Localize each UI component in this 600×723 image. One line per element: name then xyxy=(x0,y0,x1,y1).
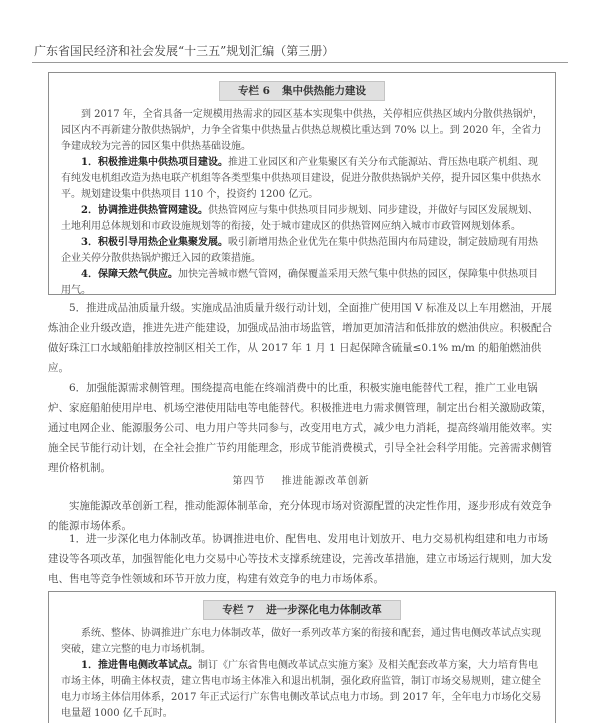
running-header: 广东省国民经济和社会发展“十三五”规划汇编（第三册） xyxy=(34,44,335,58)
box-item-head: 2．协调推进供热管网建设。 xyxy=(81,205,208,216)
box-item xyxy=(61,203,543,235)
paragraph: 6．加强能源需求侧管理。围绕提高电能在终端消费中的比重，积极实施电能替代工程，推广工业电锅炉、家庭船舶使用岸电、机场空港使用陆电等电能替代。积极推进电力需求侧管理，制定出台相关激励政策，通过电网企业、能源服务公司、电力用户等共同参与，改变用电方式，减少电力消耗，提高终端用能效率。实施全民节能行动计划，在全社会推广节约用能理念，形成节能消费模式，引导全社会科学用能。完善需求侧管理价格机制。 xyxy=(48,382,552,474)
column-box-7-title xyxy=(203,600,400,620)
column-label: 专栏 7 xyxy=(222,604,255,616)
box-item-text: 加快完善城市燃气管网，确保覆盖采用天然气集中供热的园区，保障集中供热项目用气。 xyxy=(61,269,538,296)
box-item xyxy=(61,235,543,267)
body-text xyxy=(48,529,554,589)
paragraph: 实施能源改革创新工程，推动能源体制革命，充分体现市场对资源配置的决定性作用，逐步形成有效竞争的能源市场体系。 xyxy=(48,500,552,532)
header-rule xyxy=(32,62,568,63)
box-item-text: 供热管网应与集中供热项目同步规划、同步建设，并做好与园区发展规划、土地利用总体规划和市政设施规划等的衔接，处于城市建成区的供热管网应纳入城市市政管网规划体系。 xyxy=(61,205,538,232)
column-box-6-title xyxy=(219,81,385,101)
box-intro: 系统、整体、协调推进广东电力体制改革，做好一系列改革方案的衔接和配套，通过售电侧改革试点实现突破，建立完整的电力市场机制。 xyxy=(61,628,541,655)
box-item-text: 制订《广东省售电侧改革试点实施方案》及相关配套改革方案，大力培育售电市场主体，明确主体权责，建立售电市场主体准入和退出机制，强化政府监管，制订市场交易规则，建立健全电力市场主体信用体系，2017 年正式运行广东售电侧改革试点电力市场。到 2017 年，全年电力市场化交易电量超 1000 亿千瓦时。 xyxy=(61,660,542,719)
box-item-head: 1．推进售电侧改革试点。 xyxy=(81,660,198,671)
box-item xyxy=(61,267,543,299)
body-text xyxy=(48,298,554,478)
paragraph: 1．进一步深化电力体制改革。协调推进电价、配售电、发用电计划放开、电力交易机构组建和电力市场建设等各项改革，加强智能化电力交易中心等技术支撑系统建设，完善改革措施，建立市场运行规则，加大发电、售电等竞争性领域和环节开放力度，构建有效竞争的电力市场体系。 xyxy=(48,533,552,585)
column-title: 集中供热能力建设 xyxy=(281,85,366,97)
box-intro: 到 2017 年，全省具备一定规模用热需求的园区基本实现集中供热，关停相应供热区域内分散供热锅炉，园区内不再新建分散供热锅炉，力争全省集中供热量占供热总规模比重达到 70% 以上。到 2020 年，全省力争建成较为完善的园区集中供热基础设施。 xyxy=(61,109,543,152)
column-box-6 xyxy=(48,72,556,295)
column-title: 进一步深化电力体制改革 xyxy=(266,604,382,616)
section-heading xyxy=(48,472,554,487)
box-item-text: 吸引新增用热企业优先在集中供热范围内布局建设，制定鼓励现有用热企业关停分散供热锅炉搬迁入园的政策措施。 xyxy=(61,237,538,264)
column-box-7 xyxy=(48,591,556,723)
section-title: 推进能源改革创新 xyxy=(281,476,370,487)
box-item xyxy=(61,658,543,722)
box-item-head: 3．积极引导用热企业集聚发展。 xyxy=(81,237,228,248)
box-item xyxy=(61,155,543,203)
section-label: 第四节 xyxy=(232,476,266,487)
box-item-head: 4．保障天然气供应。 xyxy=(81,269,178,280)
column-label: 专栏 6 xyxy=(238,85,270,97)
box-item-head: 1．积极推进集中供热项目建设。 xyxy=(81,157,228,168)
box-item-text: 推进工业园区和产业集聚区有关分布式能源站、背压热电联产机组、现有纯发电机组改造为热电联产机组等各类型集中供热项目建设，促进分散供热锅炉关停，提升园区集中供热水平。规划建设集中供热项目 110 个，投资约 1200 亿元。 xyxy=(61,157,541,200)
paragraph: 5．推进成品油质量升级。实施成品油质量升级行动计划，全面推广使用国 V 标准及以上车用燃油，开展炼油企业升级改造，推进先进产能建设，加强成品油市场监管，增加更加清洁和低排放的燃油供应。积极配合做好珠江口水域船舶排放控制区相关工作，从 2017 年 1 月 1 日起保障含硫量≤0.1% m/m 的船舶燃油供应。 xyxy=(48,302,552,374)
